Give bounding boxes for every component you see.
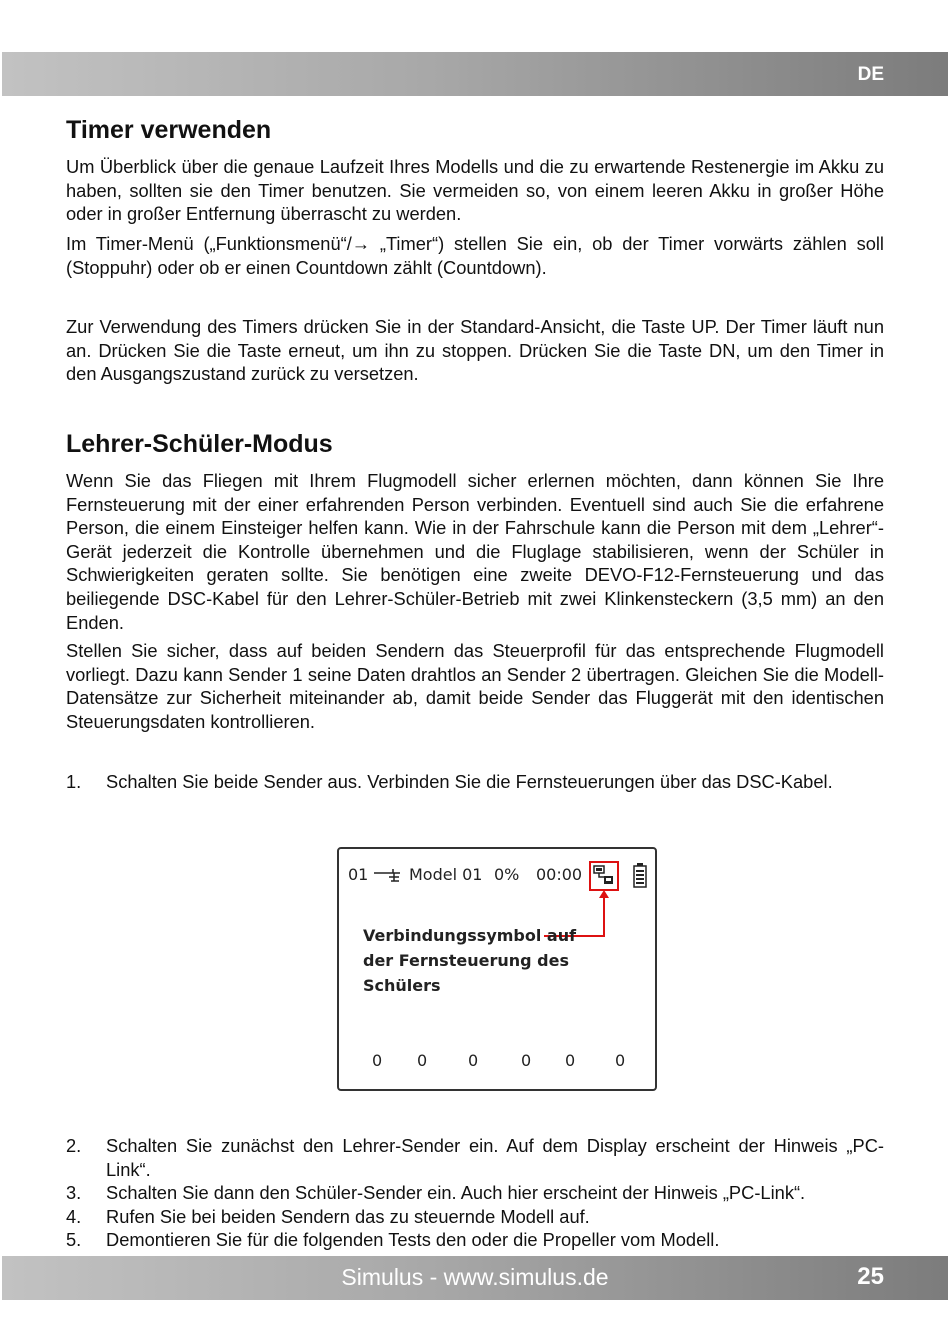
- channel-value: 0: [417, 1051, 428, 1070]
- list-number: 5.: [66, 1229, 82, 1250]
- teacher-paragraph: [66, 639, 884, 733]
- timer-paragraph: [66, 315, 884, 386]
- list-number: 3.: [66, 1182, 82, 1203]
- channel-value: 0: [372, 1051, 383, 1070]
- language-label: DE: [857, 64, 884, 85]
- arrow-line: [603, 895, 605, 937]
- connection-icon: [593, 865, 615, 887]
- page-number: 25: [857, 1263, 884, 1290]
- channel-value: 0: [615, 1051, 626, 1070]
- list-item: [66, 1228, 884, 1252]
- channel-value: 0: [468, 1051, 479, 1070]
- teacher-paragraph: [66, 469, 884, 634]
- list-item: [66, 1134, 884, 1181]
- header-bar: [2, 52, 948, 96]
- list-item: [66, 1205, 884, 1229]
- channel-value: 0: [521, 1051, 532, 1070]
- helicopter-icon: [373, 867, 401, 883]
- paragraph: Im Timer-Menü („Funktionsmenü“/→ „Timer“) stellen Sie ein, ob der Timer vorwärts zählen soll (Stoppuhr) oder ob er einen Countdown zählt (Countdown).: [66, 233, 884, 278]
- list-number: 4.: [66, 1206, 82, 1227]
- footer-text: Simulus - www.simulus.de: [341, 1264, 609, 1290]
- battery-icon: [633, 862, 647, 888]
- timer-paragraph: [66, 155, 884, 226]
- list-number: 2.: [66, 1135, 82, 1156]
- model-name: Model 01: [409, 865, 483, 884]
- model-number: 01: [348, 865, 369, 884]
- list-text: Schalten Sie dann den Schüler-Sender ein. Auch hier erscheint der Hinweis „PC-Link“.: [106, 1182, 806, 1203]
- timer-value: 00:00: [536, 865, 583, 884]
- list-text: Rufen Sie bei beiden Sendern das zu steuernde Modell auf.: [106, 1206, 590, 1227]
- list-text: Schalten Sie zunächst den Lehrer-Sender ein. Auf dem Display erscheint der Hinweis „PC-Link“.: [106, 1135, 884, 1180]
- paragraph: Wenn Sie das Fliegen mit Ihrem Flugmodell sicher erlernen möchten, dann können Sie Ihre Fernsteuerung mit der einer erfahrenden Person verbinden. Eventuell sind auch Sie die erfahrene Person, die einem Einsteiger helfen kann. Wie in der Fahrschule kann die Person mit dem „Lehrer“-Gerät jederzeit die Kontrolle übernehmen und die Fluglage stabilisieren, wenn der Schüler in Schwierigkeiten geraten sollte. Sie benötigen eine zweite DEVO-F12-Fernsteuerung und das beiliegende DSC-Kabel für den Lehrer-Schüler-Betrieb mit zwei Klinkensteckern (3,5 mm) an den Enden.: [66, 470, 884, 633]
- timer-paragraph: [66, 232, 884, 279]
- channel-value: 0: [565, 1051, 576, 1070]
- transmitter-display-figure: [337, 847, 657, 1091]
- footer-bar: [2, 1256, 948, 1300]
- paragraph: Stellen Sie sicher, dass auf beiden Sendern das Steuerprofil für das entsprechende Flugmodell vorliegt. Dazu kann Sender 1 seine Daten drahtlos an Sender 2 übertragen. Gleichen Sie die Modell-Datensätze zur Sicherheit miteinander ab, damit beide Sender das Fluggerät mit den identischen Steuerungsdaten kontrollieren.: [66, 640, 884, 732]
- section-title-timer: Timer verwenden: [66, 116, 272, 144]
- list-item: [66, 770, 884, 794]
- paragraph: Zur Verwendung des Timers drücken Sie in der Standard-Ansicht, die Taste UP. Der Timer läuft nun an. Drücken Sie die Taste erneut, um ihn zu stoppen. Drücken Sie die Taste DN, um den Timer in den Ausgangszustand zurück zu versetzen.: [66, 316, 884, 385]
- list-text: Schalten Sie beide Sender aus. Verbinden Sie die Fernsteuerungen über das DSC-Kabel.: [106, 771, 833, 792]
- section-title-teacher-student: Lehrer-Schüler-Modus: [66, 430, 333, 458]
- figure-caption: Verbindungssymbol auf der Fernsteuerung des Schülers: [363, 926, 577, 995]
- throttle-percent: 0%: [494, 865, 520, 884]
- list-text: Demontieren Sie für die folgenden Tests den oder die Propeller vom Modell.: [106, 1229, 720, 1250]
- paragraph: Um Überblick über die genaue Laufzeit Ihres Modells und die zu erwartende Restenergie im Akku zu haben, sollten sie den Timer benutzen. Sie vermeiden so, von einem leeren Akku in großer Höhe oder in großer Entfernung überrascht zu werden.: [66, 156, 884, 225]
- list-item: [66, 1181, 884, 1205]
- list-number: 1.: [66, 771, 82, 792]
